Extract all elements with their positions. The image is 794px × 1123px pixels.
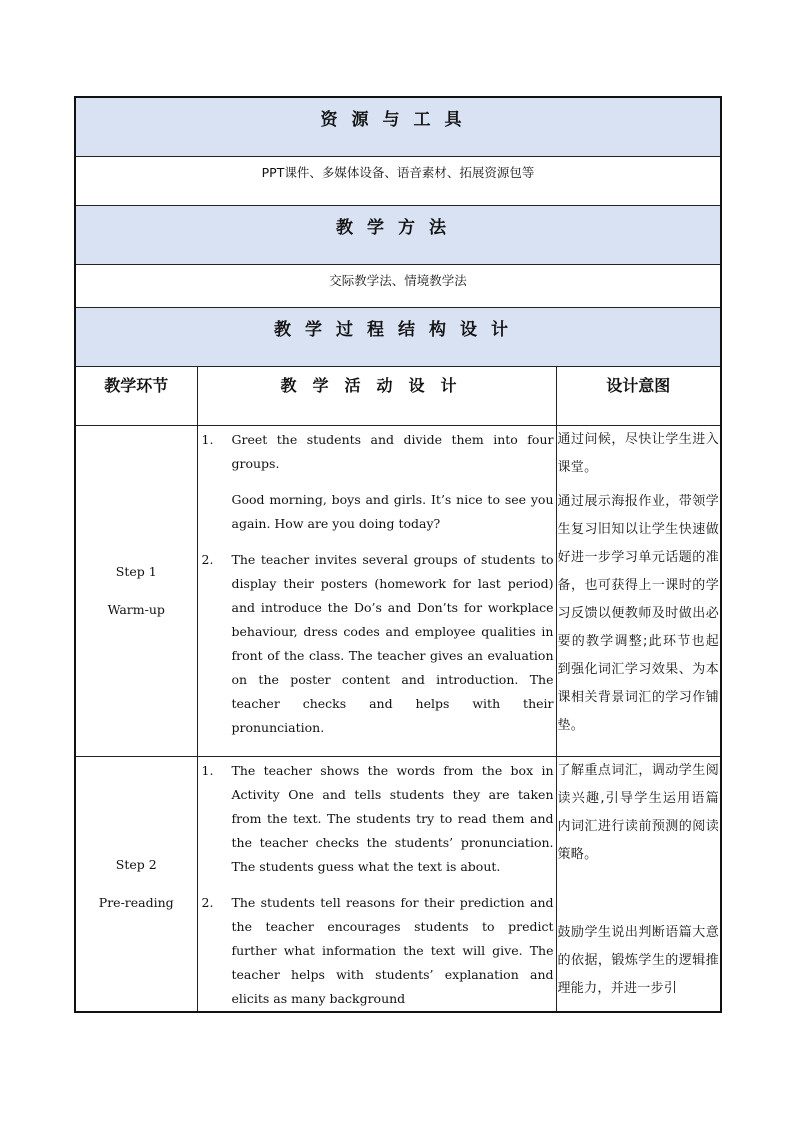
table-row [75, 426, 721, 757]
table-row [75, 757, 721, 1013]
process-heading: 教学过程结构设计 [75, 308, 721, 367]
step-number: Step 1 [115, 564, 157, 579]
activity-text: Greet the students and divide them into four groups. [231, 432, 554, 471]
activity-item: 1. The teacher shows the words from the box in Activity One and tells students they are taken from the text. The students try to read them and the teacher checks the students’ pronunciation. The students guess what the text is about. [200, 759, 554, 879]
step-number: Step 2 [115, 857, 157, 872]
activity-text: The students tell reasons for their prediction and the teacher encourages students to predict further what information the text will give. The teacher helps with students’ explanation and elicits as many background [231, 895, 554, 1006]
methods-content: 交际教学法、情境教学法 [75, 265, 721, 308]
step-1-activities [197, 426, 556, 757]
column-header-stage: 教学环节 [75, 367, 197, 426]
intent-text: 了解重点词汇，调动学生阅读兴趣,引导学生运用语篇内词汇进行读前预测的阅读策略。 [557, 763, 720, 862]
step-2-label [75, 757, 197, 1013]
intent-text: 鼓励学生说出判断语篇大意的依据，锻炼学生的逻辑推理能力，并进一步引 [557, 925, 720, 996]
resources-heading: 资源与工具 [75, 97, 721, 157]
column-header-intent: 设计意图 [556, 367, 721, 426]
methods-heading: 教学方法 [75, 206, 721, 265]
activity-item: 2. The teacher invites several groups of students to display their posters (homework for last period) and introduce the Do’s and Don’ts for workplace behaviour, dress codes and employee qualities in front of the class. The teacher gives an evaluation on the poster content and introduction. The teacher checks and helps with their pronunciation. [200, 548, 554, 740]
column-header-activity: 教学活动设计 [197, 367, 556, 426]
activity-item: 2. The students tell reasons for their prediction and the teacher encourages students to predict further what information the text will give. The teacher helps with students’ explanation and elicits as many background [200, 891, 554, 1011]
step-name: Pre-reading [98, 895, 174, 910]
activity-text: The teacher invites several groups of students to display their posters (homework for last period) and introduce the Do’s and Don’ts for workplace behaviour, dress codes and employee qualities in front of the class. The teacher gives an evaluation on the poster content and introduction. The teacher checks and helps with their pronunciation. [231, 552, 554, 735]
step-1-intent [556, 426, 721, 757]
activity-text: The teacher shows the words from the box in Activity One and tells students they are taken from the text. The students try to read them and the teacher checks the students’ pronunciation. The students guess what the text is about. [231, 763, 554, 874]
intent-text: 通过展示海报作业，带领学生复习旧知以让学生快速做好进一步学习单元话题的准备，也可获得上一课时的学习反馈以便教师及时做出必要的教学调整;此环节也起到强化词汇学习效果、为本课相关背景词汇的学习作铺垫。 [557, 494, 720, 733]
activity-item: 1. Greet the students and divide them into four groups. Good morning, boys and girls. It’s nice to see you again. How are you doing today? [200, 428, 554, 536]
lesson-plan-table [74, 96, 722, 1013]
activity-text: Good morning, boys and girls. It’s nice to see you again. How are you doing today? [231, 492, 554, 531]
step-name: Warm-up [107, 602, 165, 617]
step-2-activities [197, 757, 556, 1013]
resources-content: PPT课件、多媒体设备、语音素材、拓展资源包等 [75, 157, 721, 206]
step-2-intent [556, 757, 721, 1013]
step-1-label [75, 426, 197, 757]
intent-text: 通过问候，尽快让学生进入课堂。 [557, 432, 720, 475]
